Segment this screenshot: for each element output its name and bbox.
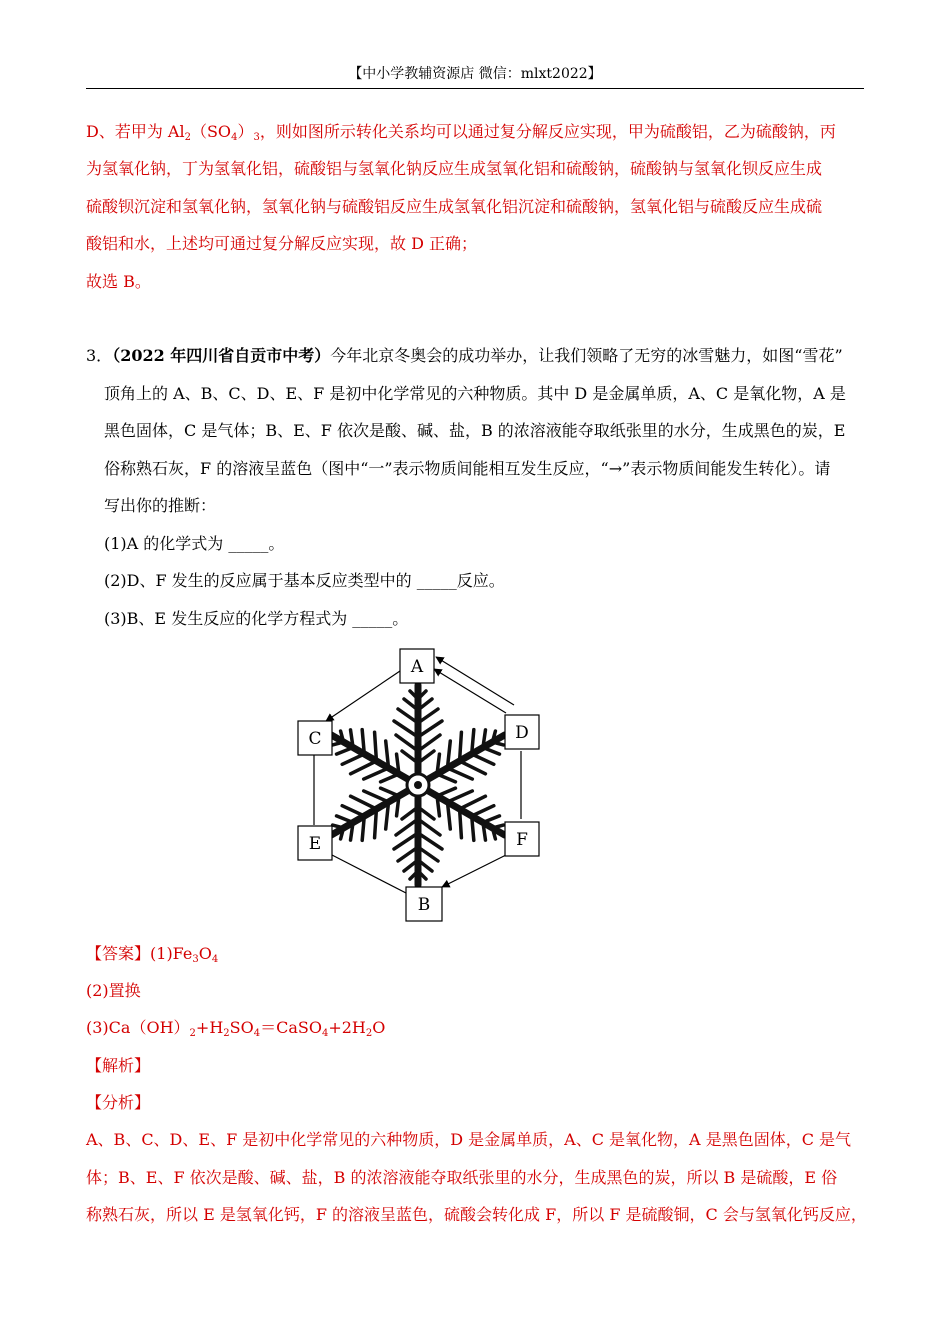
text: 今年北京冬奥会的成功举办，让我们领略了无穷的冰雪魅力，如图“雪花” [330,346,843,365]
line-f-b [442,855,506,887]
subscript: 4 [231,132,238,143]
line-d-a [434,669,506,713]
node-a [400,649,434,683]
conclusion: 故选 B。 [86,272,151,291]
text: SO [229,1018,254,1037]
d-option-line-2: 为氢氧化钠，丁为氢氧化铝，硫酸铝与氢氧化钠反应生成氢氧化铝和硫酸钠，硫酸钠与氢氧化钡反应生成 [86,159,823,178]
sub-question-3: (3)B、E 发生反应的化学方程式为 _____。 [104,609,409,628]
node-d [505,715,539,749]
node-c [298,721,332,755]
subscript: 2 [365,1028,373,1039]
text: +H [195,1018,224,1037]
subscript: 4 [321,1028,329,1039]
d-option-line-1 [86,122,836,142]
text: (3)Ca（OH） [86,1018,190,1037]
node-b [406,887,442,921]
snowflake-diagram [296,645,546,925]
analysis-line-3: 称熟石灰，所以 E 是氢氧化钙，F 的溶液呈蓝色，硫酸会转化成 F，所以 F 是硫酸铜，C 会与氢氧化钙反应， [86,1205,867,1224]
subscript: 3 [192,954,199,965]
question-source: （2022 年四川省自贡市中考） [112,346,331,365]
question-line-2: 顶角上的 A、B、C、D、E、F 是初中化学常见的六种物质。其中 D 是金属单质，A、C 是氧化物，A 是 [104,384,846,403]
answer-line-1 [86,944,218,964]
answer-label: 【答案】 [86,944,151,963]
page-header: 【中小学教辅资源店 微信：mlxt2022】 [86,62,864,89]
line-a-c [326,671,400,721]
subscript: 3 [253,132,260,143]
node-label: A [410,657,424,677]
question-line-4: 俗称熟石灰，F 的溶液呈蓝色（图中“一”表示物质间能相互发生反应，“→”表示物质间能发生转化）。请 [104,459,831,478]
subscript: 4 [211,954,219,965]
subscript: 2 [223,1028,230,1039]
question-number: 3． [86,346,113,365]
analysis-label: 【解析】 [86,1056,151,1075]
analysis-line-2: 体；B、E、F 依次是酸、碱、盐，B 的浓溶液能夺取纸张里的水分，生成黑色的炭，所以 B 是硫酸，E 俗 [86,1168,838,1187]
d-option-line-4: 酸铝和水，上述均可通过复分解反应实现，故 D 正确； [86,234,478,253]
node-label: C [308,729,322,749]
subscript: 2 [184,132,191,143]
node-label: F [516,830,528,850]
node-f [505,822,539,856]
text: （SO [190,122,232,141]
text: +2H [328,1018,366,1037]
node-label: B [417,895,431,915]
text: ） [237,122,254,141]
question-line-5: 写出你的推断： [104,496,217,515]
question-line-1 [86,346,843,366]
text: ，则如图所示转化关系均可以通过复分解反应实现，甲为硫酸铝，乙为硫酸钠，丙 [259,122,836,141]
node-label: E [308,834,322,854]
subscript: 4 [253,1028,261,1039]
answer-line-3 [86,1018,385,1038]
text: O [198,944,212,963]
text: D、若甲为 Al [86,122,185,141]
answer-line-2: (2)置换 [86,981,141,1000]
d-option-line-3: 硫酸钡沉淀和氢氧化钠，氢氧化钠与硫酸铝反应生成氢氧化铝沉淀和硫酸钠，氢氧化铝与硫酸反应生成硫 [86,197,823,216]
analysis-line-1: A、B、C、D、E、F 是初中化学常见的六种物质，D 是金属单质，A、C 是氧化物，A 是黑色固体，C 是气 [86,1130,852,1149]
fenxi-label: 【分析】 [86,1093,151,1112]
line-a-d [436,657,514,705]
sub-question-2: (2)D、F 发生的反应属于基本反应类型中的 _____反应。 [104,571,505,590]
text: (1)Fe [150,944,193,963]
node-e [298,826,332,860]
subscript: 2 [189,1028,196,1039]
node-label: D [515,723,529,743]
text: O [372,1018,386,1037]
line-e-b [332,855,406,893]
snowflake-icon [319,685,516,885]
question-line-3: 黑色固体，C 是气体；B、E、F 依次是酸、碱、盐，B 的浓溶液能夺取纸张里的水分，生成黑色的炭，E [104,421,846,440]
sub-question-1: (1)A 的化学式为 _____。 [104,534,285,553]
text: ＝CaSO [260,1018,322,1037]
